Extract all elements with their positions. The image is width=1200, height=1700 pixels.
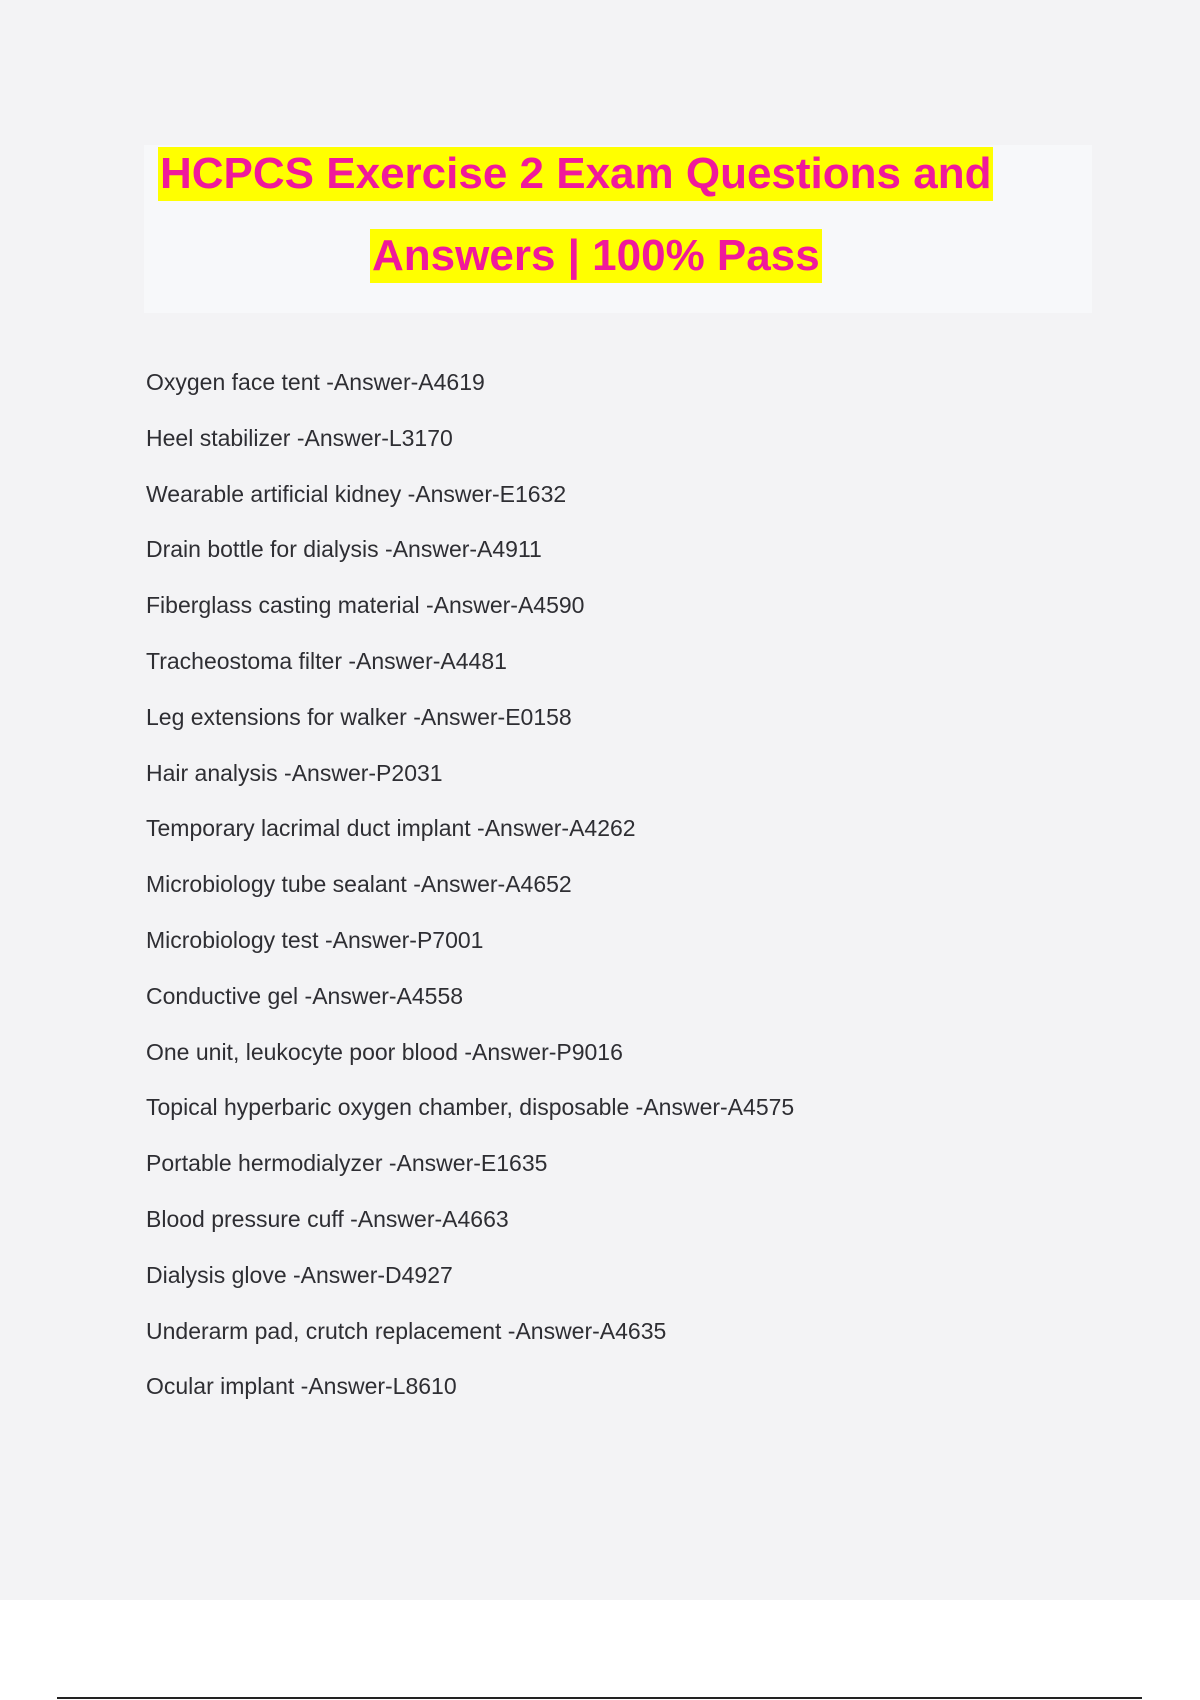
qa-item: One unit, leukocyte poor blood -Answer-P9016: [146, 1038, 623, 1065]
footer-divider: [57, 1697, 1142, 1699]
qa-item: Underarm pad, crutch replacement -Answer-A4635: [146, 1317, 667, 1344]
qa-item: Temporary lacrimal duct implant -Answer-A4262: [146, 815, 636, 842]
qa-item: Conductive gel -Answer-A4558: [146, 982, 464, 1009]
page-title-line-1: HCPCS Exercise 2 Exam Questions and: [158, 147, 993, 201]
qa-item: Microbiology test -Answer-P7001: [146, 926, 484, 953]
qa-item: Dialysis glove -Answer-D4927: [146, 1261, 453, 1288]
page-title-line-2: Answers | 100% Pass: [370, 229, 822, 283]
qa-item: Oxygen face tent -Answer-A4619: [146, 369, 485, 395]
qa-item: Tracheostoma filter -Answer-A4481: [146, 647, 507, 674]
qa-item: Drain bottle for dialysis -Answer-A4911: [146, 536, 542, 563]
qa-item: Fiberglass casting material -Answer-A4590: [146, 592, 585, 619]
qa-item: Microbiology tube sealant -Answer-A4652: [146, 871, 572, 898]
qa-item: Portable hermodialyzer -Answer-E1635: [146, 1150, 548, 1177]
qa-item: Ocular implant -Answer-L8610: [146, 1373, 457, 1400]
qa-item: Heel stabilizer -Answer-L3170: [146, 424, 453, 451]
qa-item: Leg extensions for walker -Answer-E0158: [146, 703, 572, 730]
qa-item: Topical hyperbaric oxygen chamber, disposable -Answer-A4575: [146, 1094, 795, 1121]
qa-item: Wearable artificial kidney -Answer-E1632: [146, 480, 567, 507]
qa-list: [146, 368, 794, 1428]
qa-item: Blood pressure cuff -Answer-A4663: [146, 1205, 509, 1232]
title-block: [144, 145, 1092, 313]
qa-item: Hair analysis -Answer-P2031: [146, 759, 443, 786]
